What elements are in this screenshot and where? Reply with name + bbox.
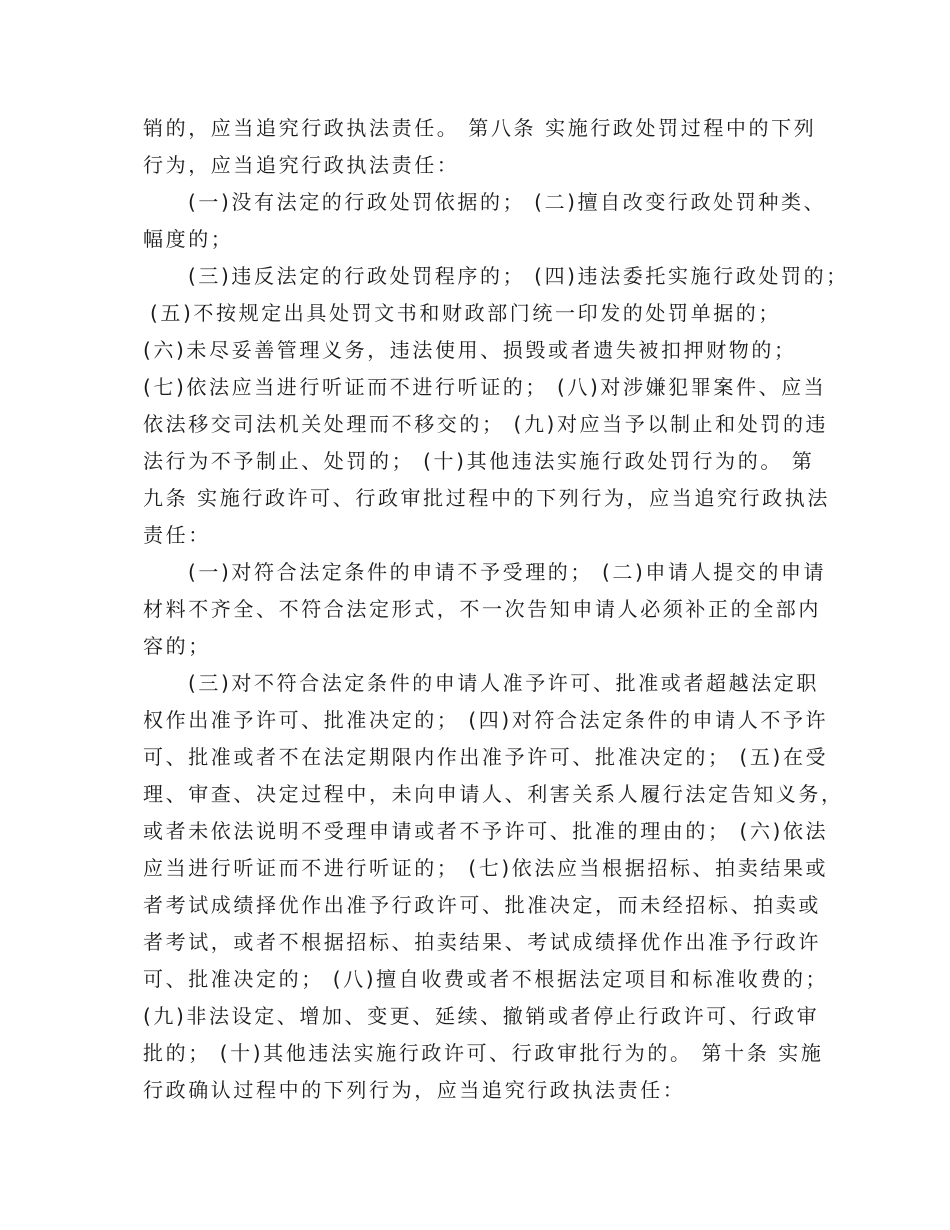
text-line: 者考试成绩择优作出准予行政许可、批准决定，而未经招标、拍卖或 (143, 893, 821, 917)
text-line: 行为，应当追究行政执法责任： (143, 153, 460, 177)
text-line: 权作出准予许可、批准决定的； (四)对符合法定条件的申请人不予许 (143, 708, 829, 732)
text-line: 幅度的； (143, 227, 234, 251)
text-line: 法行为不予制止、处罚的； (十)其他违法实施行政处罚行为的。 第 (143, 449, 815, 473)
text-line: (九)非法设定、增加、变更、延续、撤销或者停止行政许可、行政审 (143, 1004, 820, 1028)
text-line: 可、批准或者不在法定期限内作出准予许可、批准决定的； (五)在受 (143, 745, 829, 769)
text-line: 可、批准决定的； (八)擅自收费或者不根据法定项目和标准收费的； (143, 967, 829, 991)
text-line: (五)不按规定出具处罚文书和财政部门统一印发的处罚单据的； (150, 301, 782, 325)
text-line: (一)对符合法定条件的申请不予受理的； (二)申请人提交的申请 (188, 560, 827, 584)
text-line: 或者未依法说明不受理申请或者不予许可、批准的理由的； (六)依法 (143, 819, 829, 843)
text-line: 销的，应当追究行政执法责任。 第八条 实施行政处罚过程中的下列 (143, 116, 817, 140)
text-line: (七)依法应当进行听证而不进行听证的； (八)对涉嫌犯罪案件、应当 (143, 375, 827, 399)
text-line: 者考试，或者不根据招标、拍卖结果、考试成绩择优作出准予行政许 (143, 930, 821, 954)
text-line: (三)违反法定的行政处罚程序的； (四)违法委托实施行政处罚的； (188, 264, 849, 288)
text-line: (一)没有法定的行政处罚依据的； (二)擅自改变行政处罚种类、 (188, 190, 827, 214)
text-line: 依法移交司法机关处理而不移交的； (九)对应当予以制止和处罚的违 (143, 412, 829, 436)
text-line: 应当进行听证而不进行听证的； (七)依法应当根据招标、拍卖结果或 (143, 856, 829, 880)
text-line: 材料不齐全、不符合法定形式，不一次告知申请人必须补正的全部内 (143, 597, 821, 621)
text-line: (六)未尽妥善管理义务，违法使用、损毁或者遗失被扣押财物的； (143, 338, 797, 362)
text-line: 行政确认过程中的下列行为，应当追究行政执法责任： (143, 1078, 686, 1102)
text-line: 责任： (143, 523, 211, 547)
text-line: 九条 实施行政许可、行政审批过程中的下列行为，应当追究行政执法 (143, 486, 830, 510)
text-line: (三)对不符合法定条件的申请人准予许可、批准或者超越法定职 (188, 671, 820, 695)
text-line: 理、审查、决定过程中，未向申请人、利害关系人履行法定告知义务， (143, 782, 844, 806)
text-line: 批的； (十)其他违法实施行政许可、行政审批行为的。 第十条 实施 (143, 1041, 824, 1065)
text-line: 容的； (143, 634, 211, 658)
